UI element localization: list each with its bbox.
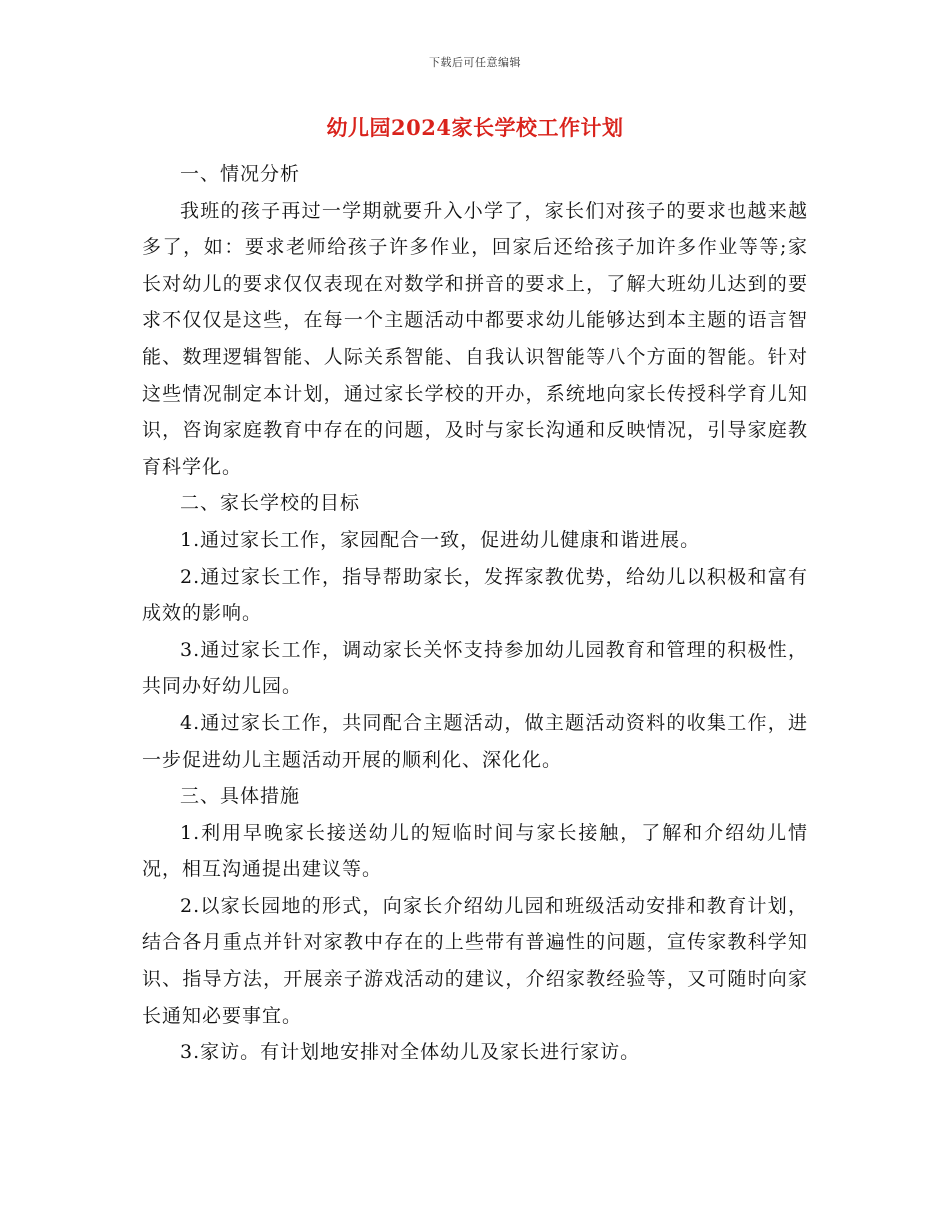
- list-item: 2.通过家长工作，指导帮助家长，发挥家教优势，给幼儿以积极和富有成效的影响。: [142, 565, 808, 625]
- section-heading: 三、具体措施: [180, 785, 301, 808]
- section-heading: 一、情况分析: [180, 163, 301, 185]
- header-note: 下载后可任意编辑: [429, 56, 521, 69]
- list-item: 3.通过家长工作，调动家长关怀支持参加幼儿园教育和管理的积极性，共同办好幼儿园。: [142, 638, 808, 698]
- body-paragraph: 我班的孩子再过一学期就要升入小学了，家长们对孩子的要求也越来越多了，如：要求老师给孩子许多作业，回家后还给孩子加许多作业等等;家长对幼儿的要求仅仅表现在对数学和拼音的要求上，了解大班幼儿达到的要求不仅仅是这些，在每一个主题活动中都要求幼儿能够达到本主题的语言智能、数理逻辑智能、人际关系智能、自我认识智能等八个方面的智能。针对这些情况制定本计划，通过家长学校的开办，系统地向家长传授科学育儿知识，咨询家庭教育中存在的问题，及时与家长沟通和反映情况，引导家庭教育科学化。: [142, 199, 808, 478]
- list-item: 3.家访。有计划地安排对全体幼儿及家长进行家访。: [180, 1041, 641, 1064]
- list-item: 1.利用早晚家长接送幼儿的短临时间与家长接触，了解和介绍幼儿情况，相互沟通提出建议等。: [142, 821, 808, 881]
- section-heading: 二、家长学校的目标: [180, 492, 361, 515]
- document-title: 幼儿园2024家长学校工作计划: [326, 115, 624, 140]
- list-item: 4.通过家长工作，共同配合主题活动，做主题活动资料的收集工作，进一步促进幼儿主题活动开展的顺利化、深化化。: [142, 711, 808, 771]
- list-item: 1.通过家长工作，家园配合一致，促进幼儿健康和谐进展。: [180, 528, 701, 551]
- list-item: 2.以家长园地的形式，向家长介绍幼儿园和班级活动安排和教育计划，结合各月重点并针对家教中存在的上些带有普遍性的问题，宣传家教科学知识、指导方法，开展亲子游戏活动的建议，介绍家教经验等，又可随时向家长通知必要事宜。: [142, 894, 808, 1027]
- document-body: [142, 156, 808, 1071]
